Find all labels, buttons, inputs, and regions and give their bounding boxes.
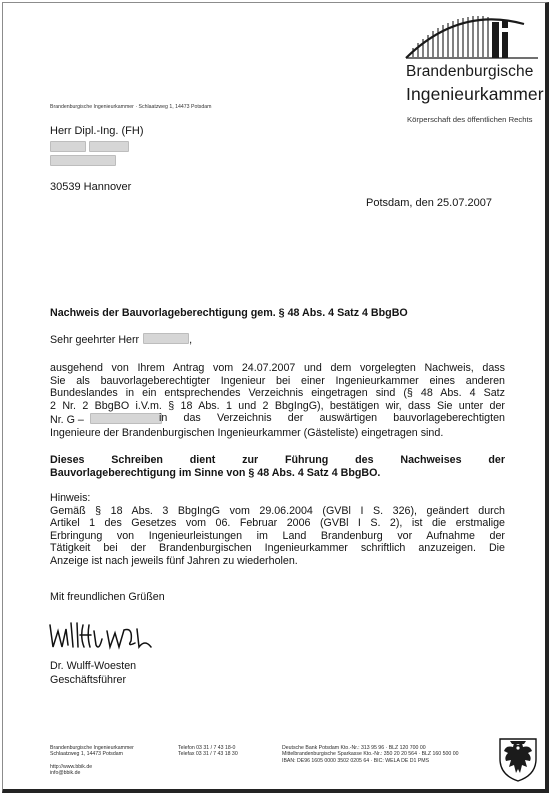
- recipient-salutation: Herr Dipl.-Ing. (FH): [50, 125, 144, 137]
- org-subtitle: Körperschaft des öffentlichen Rechts: [407, 115, 533, 124]
- sender-line: Brandenburgische Ingenieurkammer · Schlaatzweg 1, 14473 Potsdam: [50, 104, 212, 110]
- footer-line: IBAN: DE96 1605 0000 3502 0205 64 · BIC: WELA DE D1 PMS: [282, 757, 430, 764]
- redacted-first-name: [50, 141, 86, 152]
- nr-suffix: in das Verzeichnis der auswärtigen bauvorlageberechtigten: [159, 412, 505, 425]
- redacted-last-name: [89, 141, 129, 152]
- footer-line: Brandenburgische Ingenieurkammer: [50, 745, 134, 751]
- body-line: ausgehend von Ihrem Antrag vom 24.07.2007 und dem vorgelegten Nachweis, dass: [50, 362, 505, 374]
- note-line: Gemäß § 18 Abs. 3 BbgIngG vom 29.06.2004 (GVBl I S. 326), geändert durch: [50, 504, 505, 517]
- body-line: Bundeslandes in ein entsprechendes Verzeichnis eingetragen sind (§ 48 Abs. 4 Satz: [50, 387, 505, 400]
- footer-line: Mittelbrandenburgische Sparkasse Kto.-Nr.: 350 20 20 564 · BLZ 160 500 00: [282, 751, 459, 758]
- body-line: Sie als bauvorlageberechtigter Ingenieur bei einer Ingenieurkammer eines anderen: [50, 374, 505, 387]
- recipient-city: 30539 Hannover: [50, 181, 132, 193]
- date-line: Potsdam, den 25.07.2007: [366, 197, 492, 209]
- nr-prefix: Nr. G –: [50, 414, 84, 427]
- org-name-line2: Ingenieurkammer: [406, 84, 544, 104]
- redacted-registration-number: [90, 413, 162, 424]
- signatory-name: Dr. Wulff-Woesten: [50, 660, 137, 672]
- footer-line: Schlaatzweg 1, 14473 Potsdam: [50, 751, 123, 758]
- note-line: Artikel 1 des Gesetzes vom 06. Februar 2006 (GVBl I S. 2), ist die erstmalige: [50, 517, 505, 530]
- greeting-comma: ,: [189, 334, 193, 346]
- footer-line: Deutsche Bank Potsdam Kto.-Nr.: 313 95 96 · BLZ 120 700 00: [282, 745, 426, 751]
- footer-phone: [178, 745, 238, 758]
- bold-statement-line1: Dieses Schreiben dient zur Führung des Nachweises der: [50, 454, 505, 466]
- note-line-last: Anzeige ist nach jeweils fünf Jahren zu wiederholen.: [50, 554, 298, 567]
- org-name-line1: Brandenburgische: [406, 63, 534, 80]
- footer-website-link[interactable]: http://www.bbik.de: [50, 763, 93, 770]
- note-line: Tätigkeit bei der Brandenburgischen Ingenieurkammer schriftlich anzuzeigen. Die: [50, 542, 505, 555]
- footer-line: Telefon 03 31 / 7 43 18-0: [178, 745, 236, 751]
- note-line: Erbringung von Ingenieurleistungen im Land Brandenburg vor Aufnahme der: [50, 529, 505, 542]
- footer-email-link[interactable]: info@bbik.de: [50, 769, 81, 776]
- footer-line: Telefax 03 31 / 7 43 18 30: [178, 751, 238, 758]
- redacted-street: [50, 155, 116, 166]
- subject-line: Nachweis der Bauvorlageberechtigung gem. § 48 Abs. 4 Satz 4 BbgBO: [50, 307, 408, 319]
- greeting: [50, 332, 192, 347]
- signature-mark: [47, 617, 157, 655]
- note-heading: Hinweis:: [50, 492, 91, 504]
- footer-address: [50, 745, 134, 776]
- bridge-arch-logo-icon: [404, 10, 540, 60]
- closing: Mit freundlichen Grüßen: [50, 591, 165, 603]
- body-line-last: Ingenieure der Brandenburgischen Ingenieurkammer (Gästeliste) eingetragen sind.: [50, 426, 444, 439]
- bold-statement-line2: Bauvorlageberechtigung im Sinne von § 48 Abs. 4 Satz 4 BbgBO.: [50, 466, 381, 479]
- body-line: 2 Nr. 2 BbgBO i.V.m. § 18 Abs. 1 und 2 BbgIngG), bestätigen wir, dass Sie unter der: [50, 399, 505, 412]
- body-paragraph: [50, 362, 505, 440]
- eagle-crest-icon: [496, 733, 540, 783]
- footer-bank: [282, 745, 458, 764]
- note-section: [50, 492, 505, 568]
- redacted-greeting-name: [143, 333, 189, 344]
- body-line-nr: [50, 412, 505, 427]
- greeting-text: Sehr geehrter Herr: [50, 334, 140, 346]
- signatory-title: Geschäftsführer: [50, 674, 127, 686]
- bold-statement: [50, 454, 505, 479]
